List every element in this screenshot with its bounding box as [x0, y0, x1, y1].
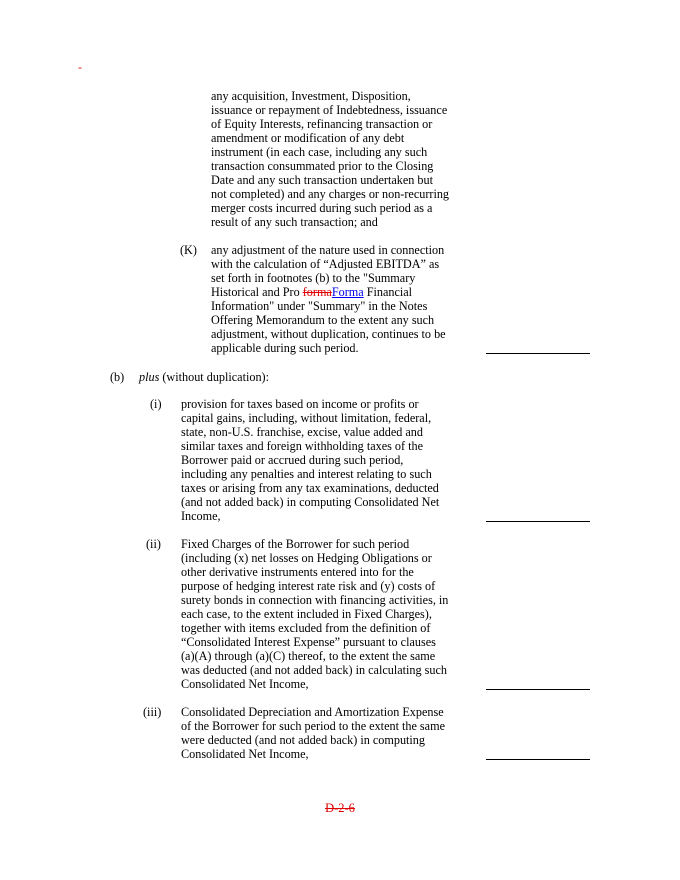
- paragraph-b-heading: [139, 370, 269, 384]
- text-line: Information" under "Summary" in the Notes: [211, 299, 428, 313]
- text-line: of the Borrower for such period to the extent the same: [181, 719, 445, 733]
- amount-blank-line: [486, 689, 590, 690]
- text-line: not completed) and any charges or non-recurring: [211, 187, 450, 201]
- inserted-text: Forma: [331, 285, 364, 299]
- text-line: with the calculation of “Adjusted EBITDA” as: [211, 257, 440, 271]
- text-line: Date and any such transaction undertaken but: [211, 173, 434, 187]
- text-line: Offering Memorandum to the extent any such: [211, 313, 435, 327]
- text-line: issuance or repayment of Indebtedness, issuance: [211, 103, 448, 117]
- text-line: taxes or arising from any tax examinations, deducted: [181, 481, 439, 495]
- text-line: similar taxes and foreign withholding taxes of the: [181, 439, 424, 453]
- paragraph-k-label: (K): [180, 243, 197, 257]
- paragraph-b-label: (b): [110, 370, 125, 384]
- text-line: purpose of hedging interest rate risk and (y) costs of: [181, 579, 436, 593]
- text-line: applicable during such period.: [211, 341, 359, 355]
- text-line: instrument (in each case, including any such: [211, 145, 428, 159]
- text-segment: Historical and Pro: [211, 285, 303, 299]
- text-line: Consolidated Net Income,: [181, 677, 309, 691]
- text-line: Borrower paid or accrued during such period,: [181, 453, 404, 467]
- text-line-with-revision: [211, 285, 446, 299]
- item-iii-label: (iii): [143, 705, 162, 719]
- text-line: (a)(A) through (a)(C) thereof, to the extent the same: [181, 649, 436, 663]
- item-i-text: [181, 397, 439, 523]
- item-iii-text: [181, 705, 445, 761]
- text-line: result of any such transaction; and: [211, 215, 378, 229]
- text-line: adjustment, without duplication, continues to be: [211, 327, 446, 341]
- text-line: was deducted (and not added back) in calculating such: [181, 663, 447, 677]
- amount-blank-line: [486, 759, 590, 760]
- text-line: amendment or modification of any debt: [211, 131, 405, 145]
- paragraph-j-continuation: [211, 89, 449, 229]
- page-number: D-2-6: [325, 801, 355, 815]
- text-line: were deducted (and not added back) in computing: [181, 733, 425, 747]
- text-line: any acquisition, Investment, Disposition,: [211, 89, 411, 103]
- text-line: transaction consummated prior to the Closing: [211, 159, 434, 173]
- item-i-label: (i): [150, 397, 162, 411]
- item-ii-label: (ii): [146, 537, 161, 551]
- change-mark: -: [78, 60, 82, 74]
- text-line: Fixed Charges of the Borrower for such period: [181, 537, 410, 551]
- text-line: (and not added back) in computing Consolidated Net: [181, 495, 440, 509]
- text-segment: (without duplication):: [159, 370, 269, 384]
- text-line: Consolidated Depreciation and Amortization Expense: [181, 705, 444, 719]
- text-line: other derivative instruments entered into for the: [181, 565, 414, 579]
- text-line: “Consolidated Interest Expense” pursuant to clauses: [181, 635, 436, 649]
- text-line: each case, to the extent included in Fixed Charges),: [181, 607, 432, 621]
- text-line: state, non-U.S. franchise, excise, value added and: [181, 425, 423, 439]
- text-line: of Equity Interests, refinancing transaction or: [211, 117, 433, 131]
- paragraph-k: [211, 243, 446, 355]
- text-line: including any penalties and interest relating to such: [181, 467, 432, 481]
- text-line: capital gains, including, without limitation, federal,: [181, 411, 432, 425]
- text-line: merger costs incurred during such period as a: [211, 201, 433, 215]
- text-line: set forth in footnotes (b) to the "Summary: [211, 271, 416, 285]
- emphasis-text: plus: [139, 370, 160, 384]
- text-line: Income,: [181, 509, 221, 523]
- text-line: Consolidated Net Income,: [181, 747, 309, 761]
- deleted-text: forma: [302, 285, 332, 299]
- text-line: any adjustment of the nature used in connection: [211, 243, 445, 257]
- text-line: surety bonds in connection with financing activities, in: [181, 593, 449, 607]
- amount-blank-line: [486, 353, 590, 354]
- amount-blank-line: [486, 521, 590, 522]
- text-line: together with items excluded from the definition of: [181, 621, 431, 635]
- item-ii-text: [181, 537, 448, 691]
- text-line: (including (x) net losses on Hedging Obligations or: [181, 551, 432, 565]
- text-line: provision for taxes based on income or profits or: [181, 397, 419, 411]
- text-segment: Financial: [363, 285, 413, 299]
